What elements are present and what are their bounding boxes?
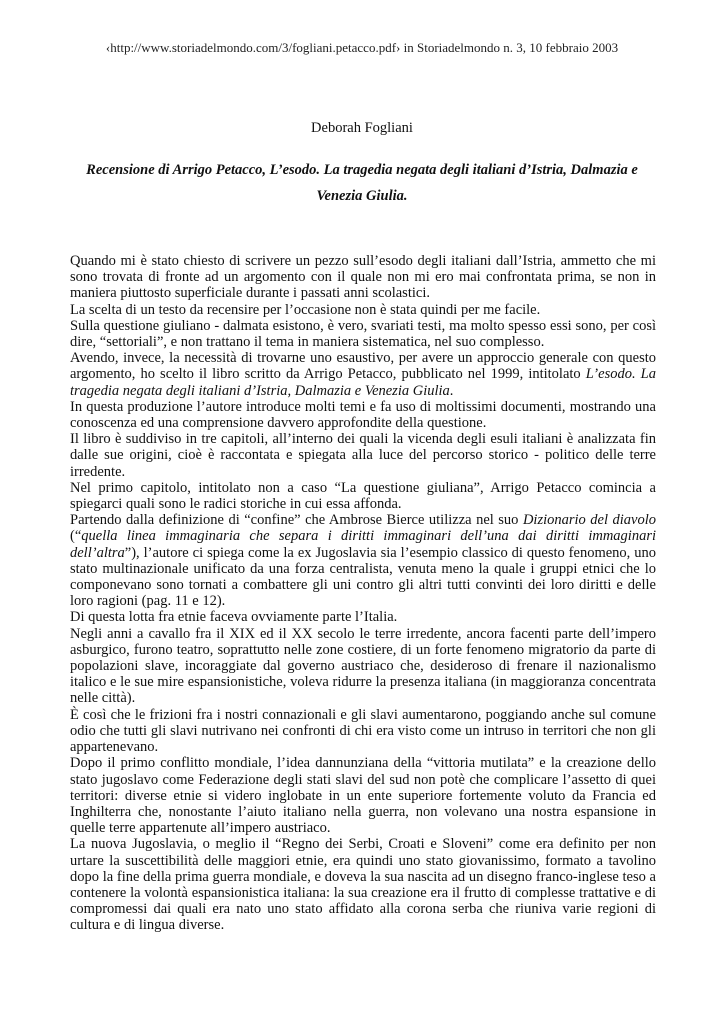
source-header: ‹http://www.storiadelmondo.com/3/fogliani.petacco.pdf› in Storiadelmondo n. 3, 10 febbraio 2003: [105, 40, 619, 55]
paragraph: [70, 512, 656, 609]
paragraph: Negli anni a cavallo fra il XIX ed il XX secolo le terre irredente, ancora facenti parte dell’impero asburgico, furono teatro, soprattutto nelle zone costiere, di un forte fenomeno migratorio da parte di popolazioni slave, incoraggiate dal governo austriaco che, desideroso di frenare il nazionalismo italico e le sue mire espansionistiche, voleva ridurre la presenza italiana (in maggioranza concentrata nelle città).: [70, 625, 656, 707]
paragraph: La scelta di un testo da recensire per l’occasione non è stata quindi per me facile.: [70, 301, 541, 318]
paragraph: In questa produzione l’autore introduce molti temi e fa uso di moltissimi documenti, mostrando una conoscenza ed una comprensione davvero approfondite della questione.: [70, 398, 656, 432]
paragraph: Dopo il primo conflitto mondiale, l’idea dannunziana della “vittoria mutilata” e la creazione dello stato jugoslavo come Federazione degli stati slavi del sud non potè che complicare l’assetto di quei territori: diverse etnie si videro inglobate in un ente superiore fortemente voluto da Francia ed Inghilterra che, nonostante l’aiuto italiano nella guerra, non volevano una nostra espansione in quelle terre appartenute all’impero austriaco.: [70, 755, 656, 837]
author-name: Deborah Fogliani: [311, 120, 413, 136]
review-title: Recensione di Arrigo Petacco, L’esodo. La tragedia negata degli italiani d’Istria, Dalmazia e Venezia Giulia.: [86, 162, 638, 204]
text-run: Avendo, invece, la necessità di trovarne uno esaustivo, per avere un approccio generale con questo argomento, ho scelto il libro scritto da Arrigo Petacco, pubblicato nel 1999, intitolato: [70, 350, 656, 383]
paragraph: [70, 350, 656, 399]
body-text: [70, 253, 656, 934]
paragraph: Quando mi è stato chiesto di scrivere un pezzo sull’esodo degli italiani dall’Istria, ammetto che mi sono trovata di fronte ad un argomento con il quale non mi ero mai confrontata prima, se non in maniera piuttosto superficiale durante i passati anni scolastici.: [70, 253, 656, 302]
text-run: .: [449, 382, 454, 399]
paragraph: La nuova Jugoslavia, o meglio il “Regno dei Serbi, Croati e Sloveni” come era definito per non urtare la suscettibilità delle maggiori etnie, era quindi uno stato giovanissimo, formato a tavolino dopo la fine della prima guerra mondiale, e doveva la sua nascita ad un disegno franco-inglese teso a contenere la volontà espansionistica italiana: la sua creazione era il frutto di complesse trattative e di compromessi dai quali era nato uno stato affidato alla corona serba che riuniva varie regioni di cultura e di lingua diverse.: [70, 836, 656, 934]
text-run: ”), l’autore ci spiega come la ex Jugoslavia sia l’esempio classico di questo fenomeno, uno stato multinazionale unificato da una forza centralista, venuta meno la quale i gruppi etnici che lo componevano sono tornati a combattere gli uni contro gli altri tutti convinti dei loro diritti e delle loro ragioni (pag. 11 e 12).: [70, 544, 656, 610]
text-run: (“: [70, 528, 82, 545]
paragraph: È così che le frizioni fra i nostri connazionali e gli slavi aumentarono, poggiando anche sul comune odio che tutti gli slavi nutrivano nei confronti di chi era visto come un intruso in territori che non gli appartenevano.: [70, 706, 656, 756]
paragraph: Nel primo capitolo, intitolato non a caso “La questione giuliana”, Arrigo Petacco comincia a spiegarci quali sono le radici storiche in cui essa affonda.: [70, 479, 656, 513]
quote-italic: quella linea immaginaria che separa i diritti immaginari dell’una dai diritti immaginari dell’altra: [70, 528, 656, 561]
paragraph: Sulla questione giuliano - dalmata esistono, è vero, svariati testi, ma molto spesso essi sono, per così dire, “settoriali”, e non trattano il tema in maniera sistematica, nel suo complesso.: [70, 317, 656, 351]
text-run: Partendo dalla definizione di “confine” che Ambrose Bierce utilizza nel suo: [70, 512, 523, 529]
book-title-italic: Dizionario del diavolo: [522, 512, 656, 529]
book-title-italic: L’esodo. La tragedia negata degli italiani d’Istria, Dalmazia e Venezia Giulia: [70, 366, 656, 399]
paragraph: Di questa lotta fra etnie faceva ovviamente parte l’Italia.: [70, 609, 398, 626]
paragraph: Il libro è suddiviso in tre capitoli, all’interno dei quali la vicenda degli esuli italiani è analizzata fin dalle sue origini, cioè è raccontata e spiegata alla luce del percorso storico - politico delle terre irredente.: [70, 431, 656, 480]
